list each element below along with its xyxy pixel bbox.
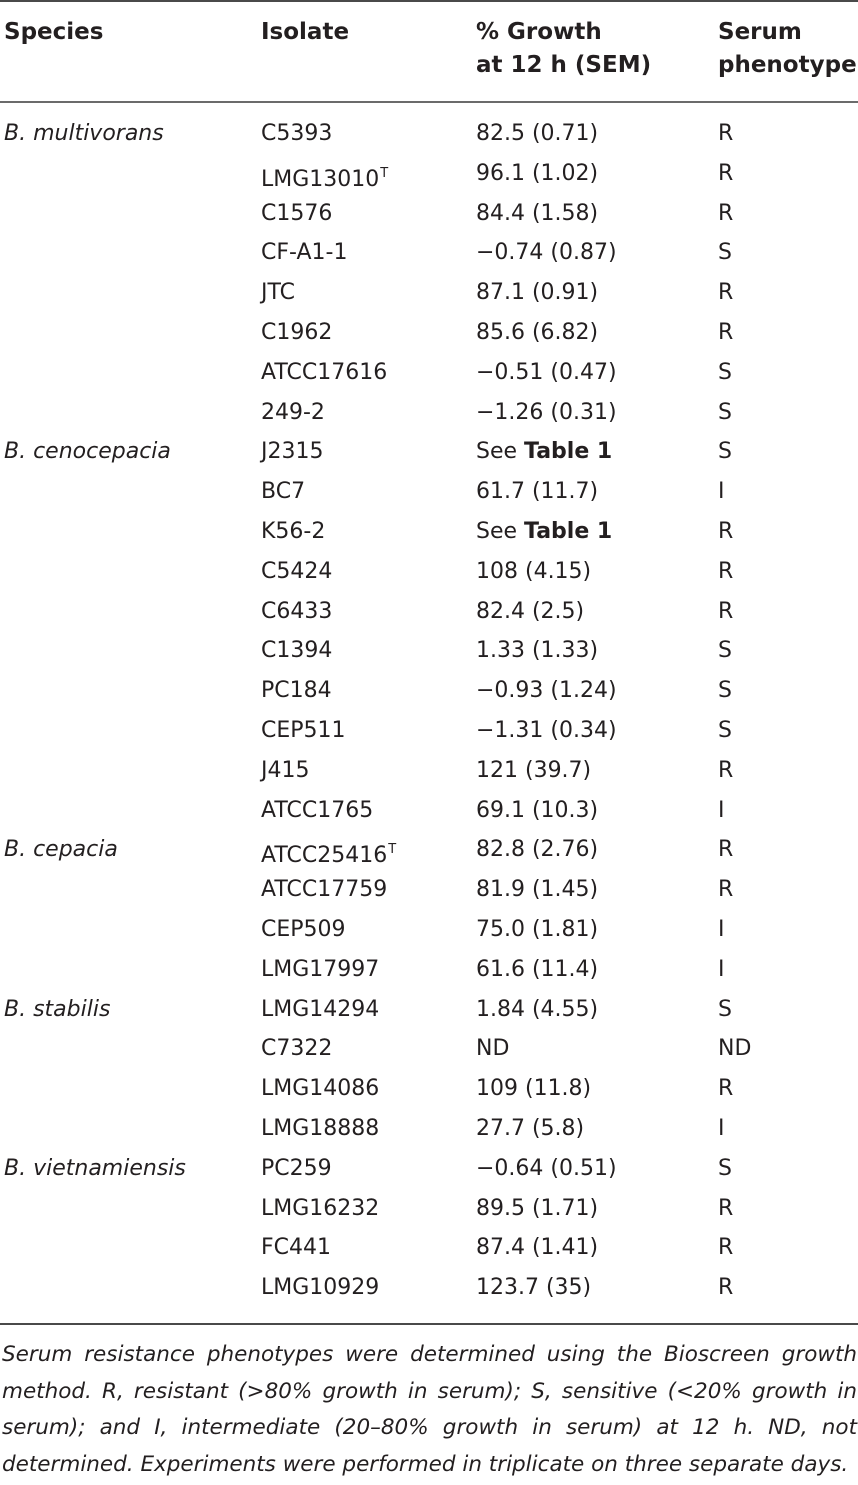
table-row: [0, 194, 858, 234]
isolate-name: LMG14294: [261, 996, 380, 1022]
isolate-name: C5424: [261, 558, 333, 584]
table-bottom-rule: [0, 1323, 858, 1325]
cell-phenotype: S: [718, 718, 732, 743]
cell-growth: −1.26 (0.31): [476, 399, 617, 425]
cell-growth: 85.6 (6.82): [476, 320, 599, 345]
cell-growth: 121 (39.7): [476, 757, 592, 783]
cell-growth: −0.64 (0.51): [476, 1155, 617, 1181]
cell-phenotype: R: [718, 121, 734, 146]
table-row: [0, 552, 858, 592]
header-phenotype-line1: Serum: [718, 19, 802, 45]
cell-phenotype: R: [718, 757, 734, 783]
cell-phenotype: R: [718, 598, 734, 624]
cell-isolate: [261, 393, 325, 433]
isolate-name: ATCC17759: [261, 877, 388, 903]
table-row: [0, 950, 858, 990]
cell-growth: 82.5 (0.71): [476, 121, 599, 146]
table-row: [0, 1228, 858, 1268]
cell-phenotype: S: [718, 439, 732, 465]
cell-isolate: [261, 1069, 379, 1109]
cell-phenotype: R: [718, 877, 734, 903]
cell-isolate: [261, 552, 332, 592]
isolate-name: ATCC17616: [261, 359, 388, 385]
isolate-name: LMG18888: [261, 1116, 380, 1141]
cell-growth: 96.1 (1.02): [476, 160, 599, 186]
cell-growth: 69.1 (10.3): [476, 797, 599, 823]
cell-phenotype: R: [718, 320, 734, 345]
table-row: [0, 791, 858, 831]
isolate-name: CEP511: [261, 718, 346, 743]
cell-isolate: [261, 592, 332, 632]
isolate-name: J415: [261, 757, 310, 783]
cell-phenotype: I: [718, 797, 725, 823]
header-phenotype-line2: phenotype: [718, 52, 857, 78]
cell-isolate: [261, 1029, 332, 1069]
cell-phenotype: I: [718, 956, 725, 982]
cell-phenotype: ND: [718, 1036, 752, 1062]
isolate-name: C1962: [261, 320, 333, 345]
cell-species: B. vietnamiensis: [4, 1155, 186, 1181]
table-row: [0, 631, 858, 671]
cell-growth: 61.6 (11.4): [476, 956, 599, 982]
cell-isolate: [261, 1228, 331, 1268]
table-row: [0, 671, 858, 711]
cell-growth: 27.7 (5.8): [476, 1116, 585, 1141]
cell-phenotype: I: [718, 479, 725, 505]
cell-species: B. cenocepacia: [4, 439, 171, 465]
table-row: [0, 751, 858, 791]
cell-phenotype: S: [718, 359, 732, 385]
cell-growth: 82.4 (2.5): [476, 598, 585, 624]
cell-species: B. multivorans: [4, 121, 164, 146]
table-row: [0, 1029, 858, 1069]
cell-phenotype: I: [718, 917, 725, 942]
type-strain-superscript: T: [388, 842, 397, 858]
cell-isolate: [261, 273, 295, 313]
cell-growth: 1.84 (4.55): [476, 996, 599, 1022]
table-row: [0, 870, 858, 910]
cell-phenotype: I: [718, 1116, 725, 1141]
table-row: [0, 1149, 858, 1189]
table-top-rule: [0, 0, 858, 2]
see-label: See: [476, 439, 525, 465]
cell-isolate: [261, 194, 332, 234]
table-row: [0, 910, 858, 950]
cell-isolate: [261, 631, 332, 671]
header-phenotype: [718, 16, 857, 82]
cell-growth: 87.1 (0.91): [476, 280, 599, 306]
isolate-name: K56-2: [261, 519, 326, 544]
cell-growth: 82.8 (2.76): [476, 837, 599, 863]
isolate-name: C5393: [261, 121, 333, 146]
header-species: Species: [4, 19, 104, 45]
table-row: [0, 353, 858, 393]
cell-isolate: [261, 671, 332, 711]
cell-phenotype: R: [718, 1195, 734, 1221]
table-row: [0, 233, 858, 273]
isolate-name: J2315: [261, 439, 324, 465]
cell-species: B. cepacia: [4, 837, 118, 863]
cell-phenotype: R: [718, 280, 734, 306]
header-growth-line2: at 12 h (SEM): [476, 52, 652, 78]
cell-growth: −0.93 (1.24): [476, 678, 617, 704]
cell-phenotype: S: [718, 1155, 732, 1181]
cell-isolate: [261, 353, 387, 393]
table-row: [0, 154, 858, 194]
cell-isolate: [261, 791, 373, 831]
header-growth: [476, 16, 651, 82]
isolate-name: LMG16232: [261, 1195, 380, 1221]
cell-growth: ND: [476, 1036, 510, 1062]
isolate-name: BC7: [261, 479, 306, 505]
table-row: [0, 512, 858, 552]
isolate-name: CF-A1-1: [261, 240, 348, 266]
cell-growth: [476, 432, 612, 472]
table-row: [0, 711, 858, 751]
cell-phenotype: S: [718, 638, 732, 664]
cell-growth: 1.33 (1.33): [476, 638, 599, 664]
cell-isolate: [261, 711, 346, 751]
isolate-name: C1576: [261, 200, 333, 226]
cell-growth: 109 (11.8): [476, 1076, 592, 1102]
cell-phenotype: R: [718, 1275, 734, 1301]
isolate-name: ATCC1765: [261, 797, 374, 823]
cell-phenotype: S: [718, 678, 732, 704]
cell-growth: 108 (4.15): [476, 558, 592, 584]
isolate-name: PC184: [261, 678, 332, 704]
cell-growth: 123.7 (35): [476, 1275, 592, 1301]
isolate-name: ATCC25416: [261, 843, 388, 869]
see-label: See: [476, 519, 525, 544]
header-rule: [0, 101, 858, 103]
isolate-name: C1394: [261, 638, 333, 664]
isolate-name: JTC: [261, 280, 295, 306]
cell-isolate: [261, 1149, 332, 1189]
cell-isolate: [261, 990, 379, 1030]
cell-phenotype: S: [718, 240, 732, 266]
isolate-name: C6433: [261, 598, 333, 624]
cell-growth: 89.5 (1.71): [476, 1195, 599, 1221]
cell-phenotype: R: [718, 1235, 734, 1261]
cell-isolate: [261, 1109, 379, 1149]
cell-isolate: [261, 950, 379, 990]
cell-growth: 61.7 (11.7): [476, 479, 599, 505]
cell-isolate: [261, 512, 325, 552]
cell-growth: −1.31 (0.34): [476, 718, 617, 743]
cell-isolate: [261, 114, 332, 154]
table-row: [0, 472, 858, 512]
header-isolate: Isolate: [261, 19, 350, 45]
cell-isolate: [261, 472, 305, 512]
cell-phenotype: R: [718, 519, 734, 544]
cell-growth: 81.9 (1.45): [476, 877, 599, 903]
type-strain-superscript: T: [380, 165, 389, 181]
table-row: [0, 1268, 858, 1308]
cell-isolate: [261, 910, 346, 950]
cell-growth: −0.74 (0.87): [476, 240, 617, 266]
cell-isolate: [261, 870, 387, 910]
isolate-name: CEP509: [261, 917, 346, 942]
cell-isolate: [261, 432, 323, 472]
table-row: [0, 990, 858, 1030]
table-row: [0, 592, 858, 632]
cell-phenotype: R: [718, 837, 734, 863]
cell-phenotype: S: [718, 996, 732, 1022]
table-row: [0, 313, 858, 353]
cell-species: B. stabilis: [4, 996, 111, 1022]
isolate-name: LMG14086: [261, 1076, 380, 1102]
cell-phenotype: R: [718, 160, 734, 186]
cell-isolate: [261, 1268, 379, 1308]
table-row: [0, 432, 858, 472]
cell-isolate: [261, 313, 332, 353]
cell-isolate: [261, 233, 347, 273]
isolate-name: FC441: [261, 1235, 332, 1261]
cell-growth: 84.4 (1.58): [476, 200, 599, 226]
table-row: [0, 1069, 858, 1109]
isolate-name: 249-2: [261, 399, 325, 425]
table-row: [0, 1189, 858, 1229]
cell-growth: 87.4 (1.41): [476, 1235, 599, 1261]
cell-growth: [476, 512, 612, 552]
isolate-name: PC259: [261, 1155, 332, 1181]
table-reference-link[interactable]: Table 1: [524, 439, 613, 465]
header-growth-line1: % Growth: [476, 19, 602, 45]
table-footnote: Serum resistance phenotypes were determined using the Bioscreen growth method. R, resistant (>80% growth in serum); S, sensitive (<20% growth in serum); and I, intermediate (20–80% growth in serum) at 12 h. ND, not determined. Experiments were performed in triplicate on three separate days.: [2, 1342, 857, 1477]
cell-growth: 75.0 (1.81): [476, 917, 599, 942]
table-row: [0, 1109, 858, 1149]
isolate-name: LMG17997: [261, 956, 380, 982]
cell-growth: −0.51 (0.47): [476, 359, 617, 385]
cell-phenotype: R: [718, 1076, 734, 1102]
isolate-name: LMG13010: [261, 166, 380, 192]
cell-isolate: [261, 1189, 379, 1229]
isolate-name: LMG10929: [261, 1275, 380, 1301]
table-row: [0, 830, 858, 870]
cell-phenotype: R: [718, 558, 734, 584]
table-row: [0, 393, 858, 433]
cell-phenotype: R: [718, 200, 734, 226]
table-row: [0, 273, 858, 313]
cell-isolate: [261, 751, 309, 791]
table-reference-link[interactable]: Table 1: [524, 519, 613, 544]
cell-phenotype: S: [718, 399, 732, 425]
isolate-name: C7322: [261, 1036, 333, 1062]
table-row: [0, 114, 858, 154]
